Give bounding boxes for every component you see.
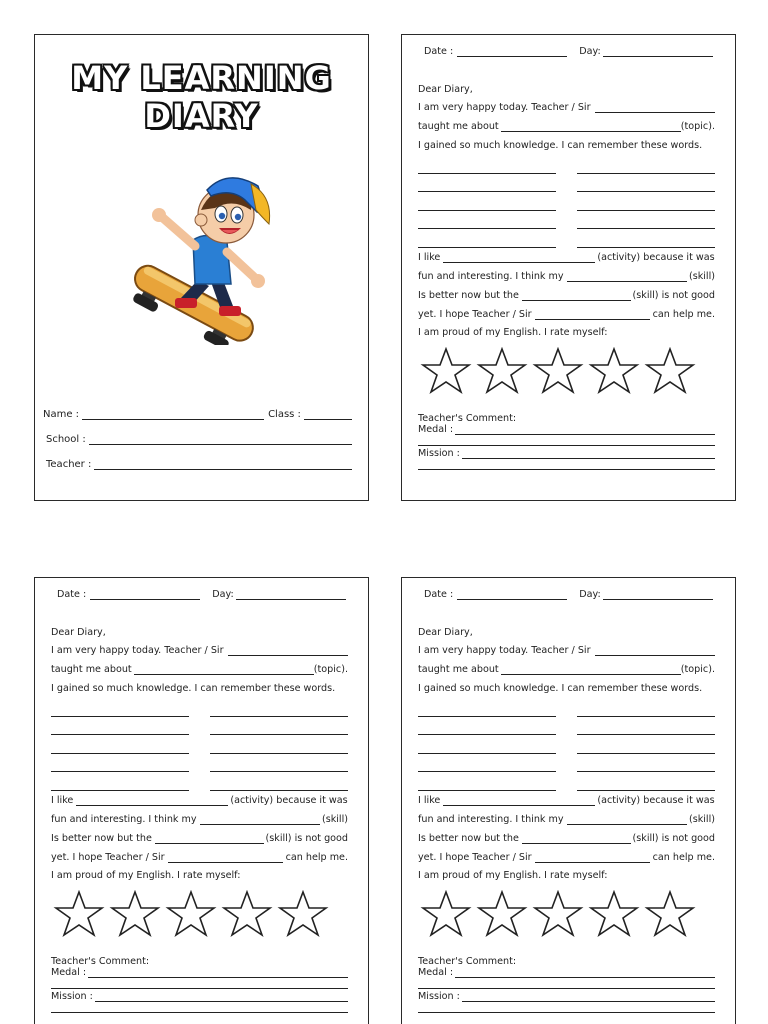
- word-blank[interactable]: [577, 155, 715, 174]
- cover-fields: [43, 395, 352, 470]
- knowledge-line: I gained so much knowledge. I can remember these words.: [418, 140, 703, 151]
- teacher-field[interactable]: [94, 460, 352, 470]
- hope-line: yet. I hope Teacher / Sir can help me.: [418, 309, 715, 320]
- mission-field[interactable]: [462, 993, 715, 1002]
- hope-teacher-field[interactable]: [535, 854, 650, 863]
- class-field[interactable]: [304, 410, 352, 420]
- star-outline-icon[interactable]: [221, 890, 273, 938]
- day-label: Day:: [579, 46, 601, 57]
- class-label: Class :: [268, 409, 301, 420]
- day-field[interactable]: [603, 48, 713, 57]
- word-blank[interactable]: [577, 772, 715, 791]
- teacher-name-field[interactable]: [228, 647, 348, 656]
- word-column-right: [577, 698, 715, 791]
- word-blank[interactable]: [577, 735, 715, 754]
- mission-row: [418, 448, 715, 459]
- date-day-row: [424, 589, 715, 600]
- teacher-label: Teacher :: [46, 459, 92, 470]
- school-row: [43, 420, 352, 445]
- word-blank[interactable]: [418, 211, 556, 230]
- day-label: Day:: [579, 589, 601, 600]
- medal-extra-line[interactable]: [418, 435, 715, 446]
- hope-teacher-field[interactable]: [168, 854, 283, 863]
- teacher-line: I am very happy today. Teacher / Sir: [51, 645, 348, 656]
- hope-line: yet. I hope Teacher / Sir can help me.: [418, 852, 715, 863]
- medal-field[interactable]: [88, 969, 348, 978]
- medal-extra-line[interactable]: [51, 978, 348, 989]
- diary-page: [401, 577, 736, 1024]
- date-field[interactable]: [457, 48, 567, 57]
- word-blank[interactable]: [210, 698, 348, 717]
- word-blanks: [51, 698, 348, 791]
- star-rating: [420, 890, 696, 938]
- date-day-row: [424, 46, 715, 57]
- word-blank[interactable]: [577, 192, 715, 211]
- diary-page: [401, 34, 736, 501]
- star-outline-icon[interactable]: [532, 890, 584, 938]
- word-blank[interactable]: [577, 717, 715, 736]
- word-column-left: [418, 155, 556, 248]
- day-field[interactable]: [236, 591, 346, 600]
- mission-field[interactable]: [462, 450, 715, 459]
- skill-line: fun and interesting. I think my (skill): [418, 271, 715, 282]
- teacher-name-field[interactable]: [595, 104, 715, 113]
- date-label: Date :: [424, 46, 454, 57]
- teacher-comment-block: [51, 956, 348, 1013]
- weak-skill-line: Is better now but the (skill) is not good: [418, 833, 715, 844]
- word-blank[interactable]: [210, 717, 348, 736]
- topic-line: taught me about (topic).: [51, 664, 348, 675]
- word-blank[interactable]: [418, 192, 556, 211]
- topic-field[interactable]: [501, 666, 681, 675]
- weak-skill-field[interactable]: [522, 292, 631, 301]
- name-class-row: [43, 395, 352, 420]
- knowledge-line: I gained so much knowledge. I can remember these words.: [51, 683, 336, 694]
- greeting: Dear Diary,: [51, 627, 106, 638]
- greeting: Dear Diary,: [418, 84, 473, 95]
- star-outline-icon[interactable]: [420, 890, 472, 938]
- activity-line: I like (activity) because it was: [418, 795, 715, 806]
- topic-field[interactable]: [501, 123, 681, 132]
- medal-row: [418, 424, 715, 435]
- skill-line: fun and interesting. I think my (skill): [418, 814, 715, 825]
- diary-content: [418, 578, 715, 1024]
- diary-content: [51, 578, 348, 1024]
- activity-field[interactable]: [76, 797, 228, 806]
- star-outline-icon[interactable]: [532, 347, 584, 395]
- cover-title-line2: DIARY: [144, 97, 259, 135]
- hope-line: yet. I hope Teacher / Sir can help me.: [51, 852, 348, 863]
- word-column-left: [51, 698, 189, 791]
- rate-line: I am proud of my English. I rate myself:: [418, 327, 608, 338]
- word-blank[interactable]: [51, 698, 189, 717]
- teacher-line: I am very happy today. Teacher / Sir: [418, 645, 715, 656]
- star-outline-icon[interactable]: [644, 347, 696, 395]
- word-blank[interactable]: [51, 772, 189, 791]
- weak-skill-line: Is better now but the (skill) is not good: [51, 833, 348, 844]
- mission-extra-line[interactable]: [418, 459, 715, 470]
- knowledge-line: I gained so much knowledge. I can remember these words.: [418, 683, 703, 694]
- day-field[interactable]: [603, 591, 713, 600]
- word-blank[interactable]: [418, 717, 556, 736]
- name-field[interactable]: [82, 410, 264, 420]
- word-blanks: [418, 155, 715, 248]
- word-blank[interactable]: [418, 229, 556, 248]
- star-outline-icon[interactable]: [165, 890, 217, 938]
- word-blank[interactable]: [418, 754, 556, 773]
- skateboarding-boy-illustration: [123, 160, 283, 345]
- medal-field[interactable]: [455, 426, 715, 435]
- skill-line: fun and interesting. I think my (skill): [51, 814, 348, 825]
- medal-field[interactable]: [455, 969, 715, 978]
- mission-extra-line[interactable]: [418, 1002, 715, 1013]
- weak-skill-line: Is better now but the (skill) is not good: [418, 290, 715, 301]
- diary-page: [34, 577, 369, 1024]
- school-label: School :: [46, 434, 86, 445]
- word-blank[interactable]: [51, 735, 189, 754]
- mission-label: Mission :: [51, 991, 93, 1002]
- word-blank[interactable]: [577, 754, 715, 773]
- teacher-comment-label: Teacher's Comment:: [418, 413, 517, 424]
- activity-field[interactable]: [443, 254, 595, 263]
- skill-field[interactable]: [567, 816, 687, 825]
- cover-title-line1: MY LEARNING: [71, 59, 332, 97]
- word-blank[interactable]: [577, 229, 715, 248]
- diary-content: [418, 35, 715, 500]
- topic-line: taught me about (topic).: [418, 121, 715, 132]
- star-rating: [53, 890, 329, 938]
- teacher-comment-block: [418, 413, 715, 470]
- hope-teacher-field[interactable]: [535, 311, 650, 320]
- word-blank[interactable]: [418, 735, 556, 754]
- medal-label: Medal :: [418, 424, 454, 435]
- star-outline-icon[interactable]: [109, 890, 161, 938]
- medal-label: Medal :: [418, 967, 454, 978]
- word-blank[interactable]: [210, 735, 348, 754]
- mission-label: Mission :: [418, 991, 460, 1002]
- school-field[interactable]: [89, 435, 352, 445]
- activity-field[interactable]: [443, 797, 595, 806]
- word-blank[interactable]: [210, 754, 348, 773]
- word-blanks: [418, 698, 715, 791]
- word-blank[interactable]: [51, 717, 189, 736]
- word-blank[interactable]: [577, 174, 715, 193]
- word-column-right: [577, 155, 715, 248]
- teacher-row: [43, 445, 352, 470]
- date-label: Date :: [57, 589, 87, 600]
- word-blank[interactable]: [418, 155, 556, 174]
- word-blank[interactable]: [51, 754, 189, 773]
- mission-row: [51, 991, 348, 1002]
- word-blank[interactable]: [210, 772, 348, 791]
- star-outline-icon[interactable]: [476, 890, 528, 938]
- star-rating: [420, 347, 696, 395]
- mission-field[interactable]: [95, 993, 348, 1002]
- word-blank[interactable]: [577, 698, 715, 717]
- star-outline-icon[interactable]: [420, 347, 472, 395]
- rate-line: I am proud of my English. I rate myself:: [51, 870, 241, 881]
- date-field[interactable]: [457, 591, 567, 600]
- date-label: Date :: [424, 589, 454, 600]
- greeting: Dear Diary,: [418, 627, 473, 638]
- activity-line: I like (activity) because it was: [51, 795, 348, 806]
- mission-extra-line[interactable]: [51, 1002, 348, 1013]
- star-outline-icon[interactable]: [644, 890, 696, 938]
- star-outline-icon[interactable]: [588, 890, 640, 938]
- word-column-left: [418, 698, 556, 791]
- medal-row: [51, 967, 348, 978]
- weak-skill-field[interactable]: [155, 835, 264, 844]
- activity-line: I like (activity) because it was: [418, 252, 715, 263]
- medal-label: Medal :: [51, 967, 87, 978]
- teacher-line: I am very happy today. Teacher / Sir: [418, 102, 715, 113]
- star-outline-icon[interactable]: [476, 347, 528, 395]
- date-field[interactable]: [90, 591, 200, 600]
- word-blank[interactable]: [577, 211, 715, 230]
- rate-line: I am proud of my English. I rate myself:: [418, 870, 608, 881]
- weak-skill-field[interactable]: [522, 835, 631, 844]
- teacher-comment-label: Teacher's Comment:: [418, 956, 517, 967]
- teacher-comment-label: Teacher's Comment:: [51, 956, 150, 967]
- word-blank[interactable]: [418, 772, 556, 791]
- mission-row: [418, 991, 715, 1002]
- date-day-row: [57, 589, 348, 600]
- teacher-comment-block: [418, 956, 715, 1013]
- word-column-right: [210, 698, 348, 791]
- star-outline-icon[interactable]: [277, 890, 329, 938]
- medal-row: [418, 967, 715, 978]
- teacher-name-field[interactable]: [595, 647, 715, 656]
- topic-field[interactable]: [134, 666, 314, 675]
- cover-page: [34, 34, 369, 501]
- star-outline-icon[interactable]: [588, 347, 640, 395]
- cover-title: [35, 59, 368, 135]
- skill-field[interactable]: [200, 816, 320, 825]
- star-outline-icon[interactable]: [53, 890, 105, 938]
- word-blank[interactable]: [418, 174, 556, 193]
- skill-field[interactable]: [567, 273, 687, 282]
- word-blank[interactable]: [418, 698, 556, 717]
- day-label: Day:: [212, 589, 234, 600]
- mission-label: Mission :: [418, 448, 460, 459]
- name-label: Name :: [43, 409, 80, 420]
- topic-line: taught me about (topic).: [418, 664, 715, 675]
- medal-extra-line[interactable]: [418, 978, 715, 989]
